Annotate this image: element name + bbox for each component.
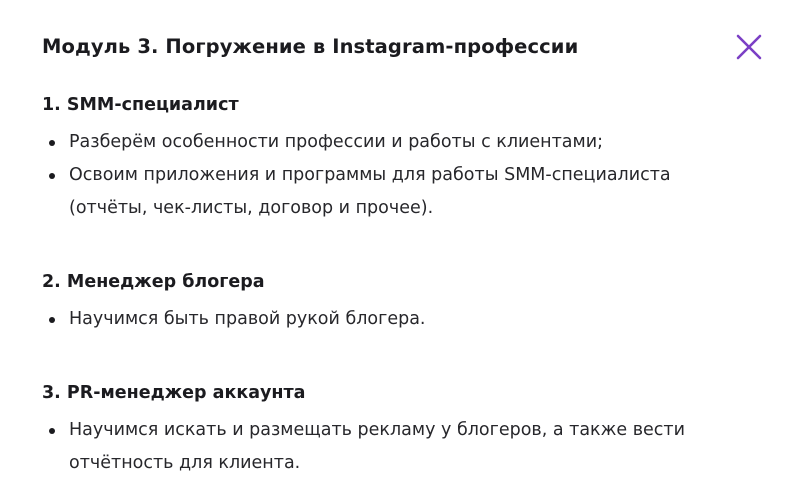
section-list [42,126,742,225]
list-item: Научимся быть правой рукой блогера. [42,303,742,336]
list-item: Освоим приложения и программы для работы SMM-специалиста (отчёты, чек-листы, договор и прочее). [42,159,742,225]
section-list [42,414,742,480]
section-title: 3. PR-менеджер аккаунта [42,383,306,403]
section-pr-manager [42,381,742,480]
section-title: 2. Менеджер блогера [42,272,265,292]
close-button[interactable] [733,31,765,63]
modal-title: Модуль 3. Погружение в Instagram-профессии [42,35,579,58]
section-smm-specialist [42,93,742,225]
list-item: Научимся искать и размещать рекламу у блогеров, а также вести отчётность для клиента. [42,414,742,480]
section-blogger-manager [42,270,742,336]
list-item: Разберём особенности профессии и работы с клиентами; [42,126,742,159]
section-title: 1. SMM-специалист [42,95,239,115]
section-list [42,303,742,336]
close-x-icon [733,31,765,63]
